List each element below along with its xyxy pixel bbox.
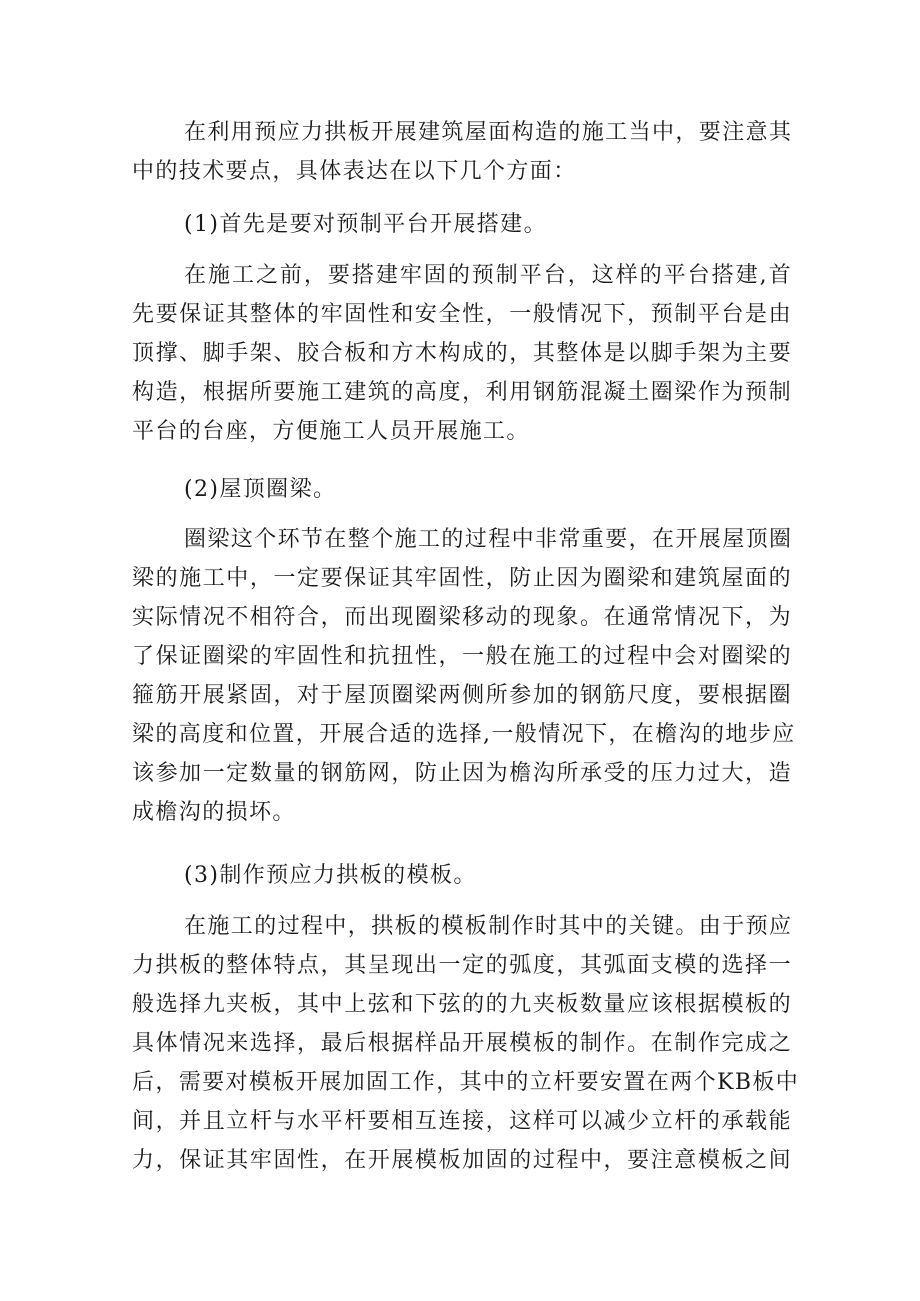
paragraph-line: 梁的施工中，一定要保证其牢固性，防止因为圈梁和建筑屋面的 — [132, 566, 792, 591]
section-heading-3 — [132, 856, 792, 895]
paragraph-platform — [132, 256, 792, 451]
paragraph-line: 圈梁这个环节在整个施工的过程中非常重要，在开展屋顶圈 — [184, 527, 793, 552]
paragraph-line: 在施工的过程中，拱板的模板制作时其中的关键。由于预应 — [184, 914, 793, 939]
paragraph-line: 在利用预应力拱板开展建筑屋面构造的施工当中，要注意其 — [184, 120, 793, 145]
paragraph-line: 具体情况来选择，最后根据样品开展模板的制作。在制作完成之 — [132, 1031, 792, 1056]
paragraph-formwork — [132, 907, 800, 1180]
paragraph-line: 顶撑、脚手架、胶合板和方木构成的，其整体是以脚手架为主要 — [132, 341, 792, 366]
paragraph-line: 该参加一定数量的钢筋网，防止因为檐沟所承受的压力过大，造 — [132, 761, 792, 786]
paragraph-intro — [132, 113, 792, 191]
paragraph-line: 箍筋开展紧固，对于屋顶圈梁两侧所参加的钢筋尺度，要根据圈 — [132, 683, 792, 708]
paragraph-line: 力拱板的整体特点，其呈现出一定的弧度，其弧面支模的选择一 — [132, 953, 792, 978]
paragraph-line: 力，保证其牢固性，在开展模板加固的过程中，要注意模板之间 — [132, 1148, 792, 1173]
section-heading-1 — [132, 205, 792, 244]
paragraph-line: 梁的高度和位置，开展合适的选择,一般情况下，在檐沟的地步应 — [132, 722, 796, 747]
heading-text: (2)屋顶圈梁。 — [184, 477, 337, 502]
heading-text: (3)制作预应力拱板的模板。 — [184, 863, 477, 888]
paragraph-line: 在施工之前，要搭建牢固的预制平台，这样的平台搭建,首 — [184, 263, 792, 288]
section-heading-2 — [132, 470, 792, 509]
heading-text: (1)首先是要对预制平台开展搭建。 — [184, 212, 547, 237]
paragraph-line: 先要保证其整体的牢固性和安全性，一般情况下，预制平台是由 — [132, 302, 792, 327]
paragraph-ring-beam — [132, 520, 796, 832]
paragraph-line: 实际情况不相符合，而出现圈梁移动的现象。在通常情况下，为 — [132, 605, 792, 630]
paragraph-line: 后，需要对模板开展加固工作，其中的立杆要安置在两个KB板中 — [132, 1070, 800, 1095]
paragraph-line: 了保证圈梁的牢固性和抗扭性，一般在施工的过程中会对圈梁的 — [132, 644, 792, 669]
paragraph-line: 般选择九夹板，其中上弦和下弦的的九夹板数量应该根据模板的 — [132, 992, 792, 1017]
paragraph-line: 间，并且立杆与水平杆要相互连接，这样可以减少立杆的承载能 — [132, 1109, 792, 1134]
paragraph-line: 构造，根据所要施工建筑的高度，利用钢筋混凝土圈梁作为预制 — [132, 380, 792, 405]
paragraph-line: 平台的台座，方便施工人员开展施工。 — [132, 419, 530, 444]
paragraph-line: 中的技术要点，具体表达在以下几个方面： — [132, 159, 577, 184]
paragraph-line: 成檐沟的损坏。 — [132, 800, 296, 825]
